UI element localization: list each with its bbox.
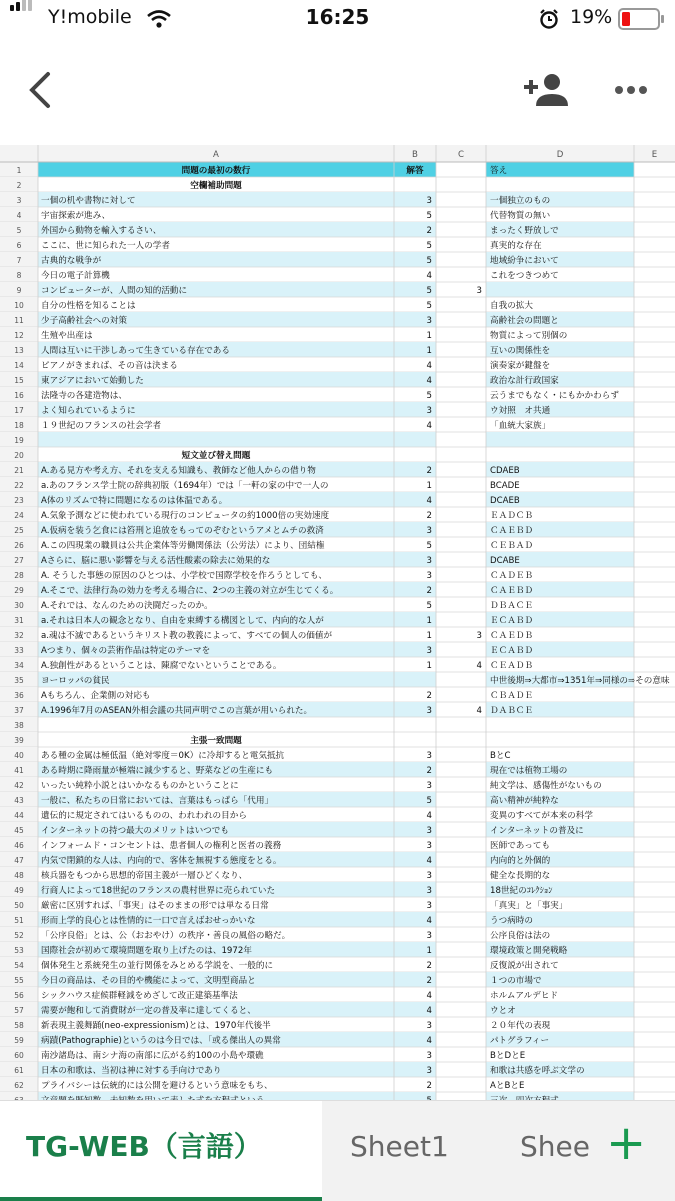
cell-d: 環境政策と開発戦略 (490, 946, 568, 956)
cell-b: 5 (426, 601, 432, 611)
cell-b: 3 (426, 1021, 432, 1031)
carrier-label: Y!mobile (48, 6, 132, 28)
cell-d: 変異のすべてが本来の科学 (490, 811, 593, 821)
row-number: 54 (14, 961, 24, 970)
row-number: 42 (14, 781, 24, 790)
cell-b: 5 (426, 391, 432, 401)
cell-b: 1 (426, 616, 432, 626)
cell-c: 4 (476, 706, 482, 716)
cell-a: 新表現主義舞踊(neo-expressionism)とは、1970年代後半 (41, 1021, 271, 1031)
stripe-cell-b (394, 672, 436, 687)
cell-b: 1 (426, 946, 432, 956)
cell-a: A.そこで、法律行為の効力を考える場合に、2つの主義の対立が生じてくる。 (41, 586, 339, 596)
cell-d: これをつきつめて (490, 271, 559, 281)
cell-a: ここに、世に知られた一人の学者 (41, 241, 170, 251)
cell-a: 需要が飽和して消費財が一定の普及率に達してくると、 (41, 1006, 256, 1016)
cell-b: 3 (426, 871, 432, 881)
cell-a: 短文並び替え問題 (181, 451, 251, 461)
row-number: 34 (14, 661, 24, 670)
row-number: 32 (14, 631, 24, 640)
cell-a: A体のリズムで特に問題になるのは体温である。 (41, 496, 228, 506)
cell-d: 政治な計行政国家 (490, 376, 559, 386)
stripe-cell-d (486, 282, 634, 297)
row-number: 22 (14, 481, 24, 490)
row-number: 60 (14, 1051, 24, 1060)
row-number: 28 (14, 571, 24, 580)
row-number: 15 (14, 376, 24, 385)
cell-b: 3 (426, 1051, 432, 1061)
cell-c: 4 (476, 661, 482, 671)
cell-d: ウ対照 オ共通 (490, 406, 551, 416)
cell-d: 公序良俗は法の (490, 931, 551, 941)
cell-d: 健全な長期的な (490, 871, 551, 881)
row-number: 14 (14, 361, 24, 370)
cell-a: 古典的な戦争が (41, 256, 102, 266)
row-number: 38 (14, 721, 24, 730)
cell-b: 2 (426, 976, 432, 986)
cell-d: 演奏家が鍵盤を (490, 361, 551, 371)
cell-d: ＣＥＢＡＤ (490, 541, 533, 551)
cell-d: 反復説が出されて (490, 961, 559, 971)
cell-b: 3 (426, 901, 432, 911)
cell-a: 行商人によって18世紀のフランスの農村世界に売られていた (41, 886, 276, 896)
plus-icon[interactable]: + (606, 1115, 647, 1171)
row-number: 2 (16, 181, 22, 190)
row-number: 36 (14, 691, 24, 700)
cell-d: ＥＣＡＢＤ (490, 616, 533, 626)
cell-d: 自我の拡大 (490, 301, 533, 311)
cell-d: ＣＡＤＥＢ (490, 571, 533, 581)
cell-a: ある種の金属は極低温（絶対零度＝0K）に冷却すると電気抵抗 (41, 751, 285, 761)
more-horizontal-icon[interactable] (614, 84, 648, 96)
cell-b: 3 (426, 841, 432, 851)
header-cell-d (486, 162, 634, 177)
cell-b: 2 (426, 961, 432, 971)
cell-a: よく知られているように (41, 406, 136, 416)
cell-a: 一個の机や書物に対して (41, 196, 136, 206)
column-header-c: C (457, 150, 465, 160)
row-number: 56 (14, 991, 24, 1000)
cell-b: 4 (426, 811, 432, 821)
cell-a: 「公序良俗」とは、公（おおやけ）の秩序・善良の風俗の略だ。 (41, 931, 291, 941)
cell-a: Aさらに、脳に悪い影響を与える活性酸素の除去に効果的な (41, 556, 271, 566)
cell-b: 4 (426, 421, 432, 431)
row-number: 35 (14, 676, 24, 685)
cell-a: 厳密に区別すれば、「事実」はそのままの形では単なる日常 (41, 901, 269, 911)
row-number: 41 (14, 766, 24, 775)
row-number: 40 (14, 751, 24, 760)
cell-b: 4 (426, 916, 432, 926)
stripe-cell-d (486, 432, 634, 447)
cell-d: ＣＡＥＢＤ (490, 526, 533, 536)
cell-a: 生殖や出産は (41, 331, 93, 341)
cell-c: 3 (476, 631, 482, 641)
cell-d: 高い精神が純粋な (490, 796, 559, 806)
row-number: 7 (16, 256, 22, 265)
row-number: 52 (14, 931, 24, 940)
row-number: 25 (14, 526, 24, 535)
cell-a: コンピューターが、人間の知的活動に (41, 286, 188, 296)
cell-a: A.この四現業の職員は公共企業体等労働関係法（公労法）により、団結権 (41, 541, 325, 551)
cell-a: 宇宙探索が進み、 (41, 211, 111, 221)
clock-time: 16:25 (305, 5, 370, 29)
app-bar (0, 38, 675, 138)
row-number: 16 (14, 391, 24, 400)
cell-d: 内向的と外個的 (490, 856, 551, 866)
cell-b: 5 (426, 211, 432, 221)
cell-b: 3 (426, 886, 432, 896)
chevron-left-icon[interactable] (26, 70, 56, 110)
cell-b: 4 (426, 361, 432, 371)
cell-b: 3 (426, 781, 432, 791)
row-number: 49 (14, 886, 24, 895)
cell-d: BとDとE (490, 1051, 526, 1061)
cell-b: 5 (426, 541, 432, 551)
row-number: 45 (14, 826, 24, 835)
row-number: 43 (14, 796, 24, 805)
cell-d: ウとオ (490, 1006, 516, 1016)
column-header-bar (0, 145, 675, 162)
cell-a: Aつまり、個々の芸術作品は特定のテーマを (41, 646, 211, 656)
cell-b: 4 (426, 991, 432, 1001)
cell-a: Aもちろん、企業側の対応も (41, 691, 151, 701)
cell-b: 3 (426, 931, 432, 941)
cell-b: 5 (426, 301, 432, 311)
row-number: 61 (14, 1066, 24, 1075)
row-number: 20 (14, 451, 24, 460)
cell-a: A.ある見方や考え方、それを支える知識も、教師など他人からの借り物 (41, 466, 316, 476)
cell-d: BCADE (490, 481, 520, 491)
cell-b: 1 (426, 346, 432, 356)
cell-d: 代替物質の無い (490, 211, 551, 221)
cell-b: 4 (426, 1006, 432, 1016)
cell-b: 解答 (406, 166, 424, 176)
cell-b: 5 (426, 256, 432, 266)
cell-b: 4 (426, 376, 432, 386)
row-number: 26 (14, 541, 24, 550)
cell-d: CDAEB (490, 466, 520, 476)
cell-b: 2 (426, 766, 432, 776)
stripe-cell-a (38, 432, 394, 447)
cell-d: BとC (490, 751, 511, 761)
cell-d: 現在では植物工場の (490, 766, 568, 776)
row-number: 55 (14, 976, 24, 985)
cell-b: 2 (426, 1081, 432, 1091)
row-number: 48 (14, 871, 24, 880)
cell-b: 1 (426, 661, 432, 671)
cell-b: 1 (426, 631, 432, 641)
cell-a: 法隆寺の各建造物は、 (41, 391, 127, 401)
row-number: 31 (14, 616, 24, 625)
row-number: 21 (14, 466, 24, 475)
cell-a: 外国から動物を輸入するさい、 (41, 226, 162, 236)
row-number: 12 (14, 331, 24, 340)
cell-b: 2 (426, 226, 432, 236)
cell-b: 2 (426, 691, 432, 701)
row-number: 23 (14, 496, 24, 505)
row-number: 57 (14, 1006, 24, 1015)
cell-d: DCABE (490, 556, 520, 566)
cell-d: 中世後期⇒大都市⇒1351年⇒同様の⇒その意味 (490, 676, 670, 686)
cell-a: a.魂は不滅であるというキリスト教の教義によって、すべての個人の価値が (41, 631, 333, 641)
row-number: 51 (14, 916, 24, 925)
cell-d: DCAEB (490, 496, 520, 506)
status-bar (0, 0, 675, 38)
cell-d: 云うまでもなく・にもかかわらず (490, 391, 619, 401)
cell-b: 1 (426, 331, 432, 341)
cell-d: まったく野放しで (490, 226, 559, 236)
stripe-cell-b (394, 432, 436, 447)
cell-b: 4 (426, 271, 432, 281)
alarm-icon (538, 8, 560, 30)
cell-a: 東アジアにおいて始動した (41, 376, 144, 386)
row-number: 17 (14, 406, 24, 415)
cell-b: 3 (426, 751, 432, 761)
cell-a: シックハウス症候群軽減をめざして改正建築基準法 (41, 991, 238, 1001)
sheet-canvas (0, 145, 675, 1098)
cell-d: 「真実」と「事実」 (490, 901, 568, 911)
active-tab-indicator (0, 1197, 322, 1201)
cell-d: 地域紛争において (490, 256, 559, 266)
row-number: 8 (16, 271, 22, 280)
cell-d: １つの市場で (490, 976, 542, 986)
cell-d: ２０年代の表現 (490, 1021, 551, 1031)
cell-b: 3 (426, 706, 432, 716)
cell-b: 3 (426, 316, 432, 326)
cell-b: 4 (426, 496, 432, 506)
row-number: 24 (14, 511, 24, 520)
cell-a: ピアノがきまれば、その音は決まる (41, 361, 178, 371)
cell-a: 形而上学的良心とは性情的に一口で言えばおせっかいな (41, 916, 256, 926)
cell-c: 3 (476, 286, 482, 296)
cell-d: ＣＡＥＤＢ (490, 631, 533, 641)
cell-d: AとBとE (490, 1081, 525, 1091)
cell-a: 国際社会が初めて環境問題を取り上げたのは、1972年 (41, 946, 252, 956)
cell-b: 3 (426, 556, 432, 566)
cell-b: 5 (426, 241, 432, 251)
row-number: 27 (14, 556, 24, 565)
person-add-icon[interactable] (522, 72, 568, 108)
cell-a: インフォームド・コンセントは、患者個人の権利と医者の義務 (41, 841, 282, 851)
cell-a: 日本の和歌は、当初は神に対する手向けであり (41, 1066, 222, 1076)
cell-b: 5 (426, 796, 432, 806)
cell-d: 物質によって別個の (490, 331, 568, 341)
cell-b: 2 (426, 511, 432, 521)
cell-a: 一般に、私たちの日常においては、言葉はもっぱら「代用」 (41, 796, 274, 806)
cell-b: 2 (426, 466, 432, 476)
column-header-e: E (651, 150, 658, 160)
row-number: 33 (14, 646, 24, 655)
cell-b: 3 (426, 571, 432, 581)
cell-d: ＣＢＡＤＥ (490, 691, 533, 701)
cell-a: 人間は互いに干渉しあって生きている存在である (41, 346, 230, 356)
row-number: 37 (14, 706, 24, 715)
cell-a: ヨーロッパの貧民 (41, 676, 110, 686)
cell-a: 空欄補助問題 (190, 181, 242, 191)
cell-b: 5 (426, 286, 432, 296)
row-number: 46 (14, 841, 24, 850)
row-number: 62 (14, 1081, 24, 1090)
cell-a: 今日の電子計算機 (41, 271, 110, 281)
row-number: 4 (16, 211, 22, 220)
cell-b: 2 (426, 586, 432, 596)
column-header-a: A (213, 150, 219, 160)
battery-percent: 19% (570, 6, 613, 28)
cell-d: 医師であっても (490, 841, 551, 851)
cell-a: 病蹟(Pathographie)というのは今日では、「或る傑出人の異常 (41, 1036, 281, 1046)
tab-tg-web[interactable]: TG-WEB（言語） (0, 1101, 322, 1197)
cell-d: ＤＢＡＣＥ (490, 601, 533, 611)
cell-a: a.それは日本人の観念となり、自由を束縛する構図として、内向的な人が (41, 616, 324, 626)
row-number: 11 (14, 316, 24, 325)
cell-d: 互いの関係性を (490, 346, 551, 356)
row-number: 10 (14, 301, 24, 310)
row-number: 29 (14, 586, 24, 595)
cell-d: ホルムアルデヒド (490, 991, 559, 1001)
row-number: 39 (14, 736, 24, 745)
row-number: 58 (14, 1021, 24, 1030)
cell-a: 内気で閉鎖的な人は、内向的で、客体を無視する態度をとる。 (41, 856, 282, 866)
row-number: 50 (14, 901, 24, 910)
cell-a: A.独創性があるということは、陳腐でないということである。 (41, 661, 282, 671)
tab-sheet1[interactable]: Sheet1 (350, 1130, 449, 1163)
column-header-d: D (556, 150, 564, 160)
spreadsheet-grid[interactable] (0, 145, 675, 1098)
row-number: 1 (16, 166, 22, 175)
row-number: 53 (14, 946, 24, 955)
cell-b: 3 (426, 646, 432, 656)
cell-d: パトグラフィー (490, 1036, 550, 1046)
cell-b: 3 (426, 1066, 432, 1076)
battery-icon (618, 8, 666, 30)
row-number: 9 (16, 286, 22, 295)
cell-d: うつ病時の (490, 916, 533, 926)
cell-b: 1 (426, 481, 432, 491)
cell-d: ＣＥＡＤＢ (490, 661, 533, 671)
cell-a: インターネットの持つ最大のメリットはいつでも (41, 826, 229, 836)
cell-d: 純文学は、感傷性がないもの (490, 781, 602, 791)
row-number: 13 (14, 346, 24, 355)
row-number: 19 (14, 436, 24, 445)
cell-b: 3 (426, 526, 432, 536)
cell-a: 遺伝的に規定されてはいるものの、われわれの目から (41, 811, 247, 821)
cell-d: 18世紀のｺﾚｸｼｮﾝ (490, 886, 553, 896)
cell-d: ＤＡＢＣＥ (490, 706, 533, 716)
cell-a: 自分の性格を知ることは (41, 301, 136, 311)
cell-a: a.あのフランス学士院の辞典初版（1694年）では「一軒の家の中で一人の (41, 481, 329, 491)
cell-d: 真実的な存在 (490, 241, 542, 251)
row-number: 44 (14, 811, 24, 820)
row-number: 3 (16, 196, 22, 205)
cell-a: いったい純粋小説とはいかなるものかということに (41, 781, 239, 791)
cell-b: 3 (426, 196, 432, 206)
tab-sheet2[interactable]: Shee (520, 1130, 590, 1163)
cell-a: 核兵器をもつから思想的帝国主義が一層ひどくなり、 (41, 871, 248, 881)
cell-a: １９世紀のフランスの社会学者 (41, 421, 162, 431)
row-number: 59 (14, 1036, 24, 1045)
cell-d: 一個独立のもの (490, 196, 551, 206)
cell-a: 少子高齢社会への対策 (41, 316, 127, 326)
cell-d: インターネットの普及に (490, 826, 584, 836)
cell-d: 答え (490, 166, 508, 176)
cell-d: ＥＣＡＢＤ (490, 646, 533, 656)
cell-b: 3 (426, 826, 432, 836)
cell-d: 「血統大家族」 (490, 421, 551, 431)
cell-a: 個体発生と系統発生の並行関係をみとめる学説を、一般的に (41, 961, 274, 971)
cell-a: プライバシーは伝統的には公開を避けるという意味をもち、 (41, 1081, 273, 1091)
sheet-tabs (0, 1100, 675, 1201)
row-number: 30 (14, 601, 24, 610)
cell-a: 主張一致問題 (190, 736, 242, 746)
cell-a: A. そうした事態の原因のひとつは、小学校で国際学校を作ろうとしても、 (41, 571, 328, 581)
cell-d: ＥＡＤＣＢ (490, 511, 533, 521)
row-number: 18 (14, 421, 24, 430)
column-header-b: B (412, 150, 418, 160)
row-number: 47 (14, 856, 24, 865)
cell-a: A.気象予測などに使われている現行のコンピュータの約1000倍の実効速度 (41, 511, 330, 521)
cell-a: A.それでは、なんのための決闘だったのか。 (41, 601, 213, 611)
cell-a: 南沙諸島は、南シナ海の南部に広がる約100の小島や環礁 (41, 1051, 264, 1061)
cell-a: A.1996年7月のASEAN外相会議の共同声明でこの言葉が用いられた。 (41, 706, 313, 716)
cell-b: 4 (426, 856, 432, 866)
cell-a: ある時期に降雨量が極端に減少すると、野菜などの生産にも (41, 766, 274, 776)
cell-b: 3 (426, 406, 432, 416)
cell-b: 4 (426, 1036, 432, 1046)
row-number: 6 (16, 241, 22, 250)
cell-d: ＣＡＥＢＤ (490, 586, 533, 596)
cell-a: 問題の最初の数行 (181, 166, 251, 176)
cell-a: 今日の商品は、その目的や機能によって、文明型商品と (41, 976, 256, 986)
cell-d: 和歌は共感を呼ぶ文学の (490, 1066, 585, 1076)
cell-d: 高齢社会の問題と (490, 316, 559, 326)
row-number: 5 (16, 226, 22, 235)
cell-a: A.仮病を装う乞食には笞刑と追放をもってのぞむというアメとムチの救済 (41, 526, 324, 536)
